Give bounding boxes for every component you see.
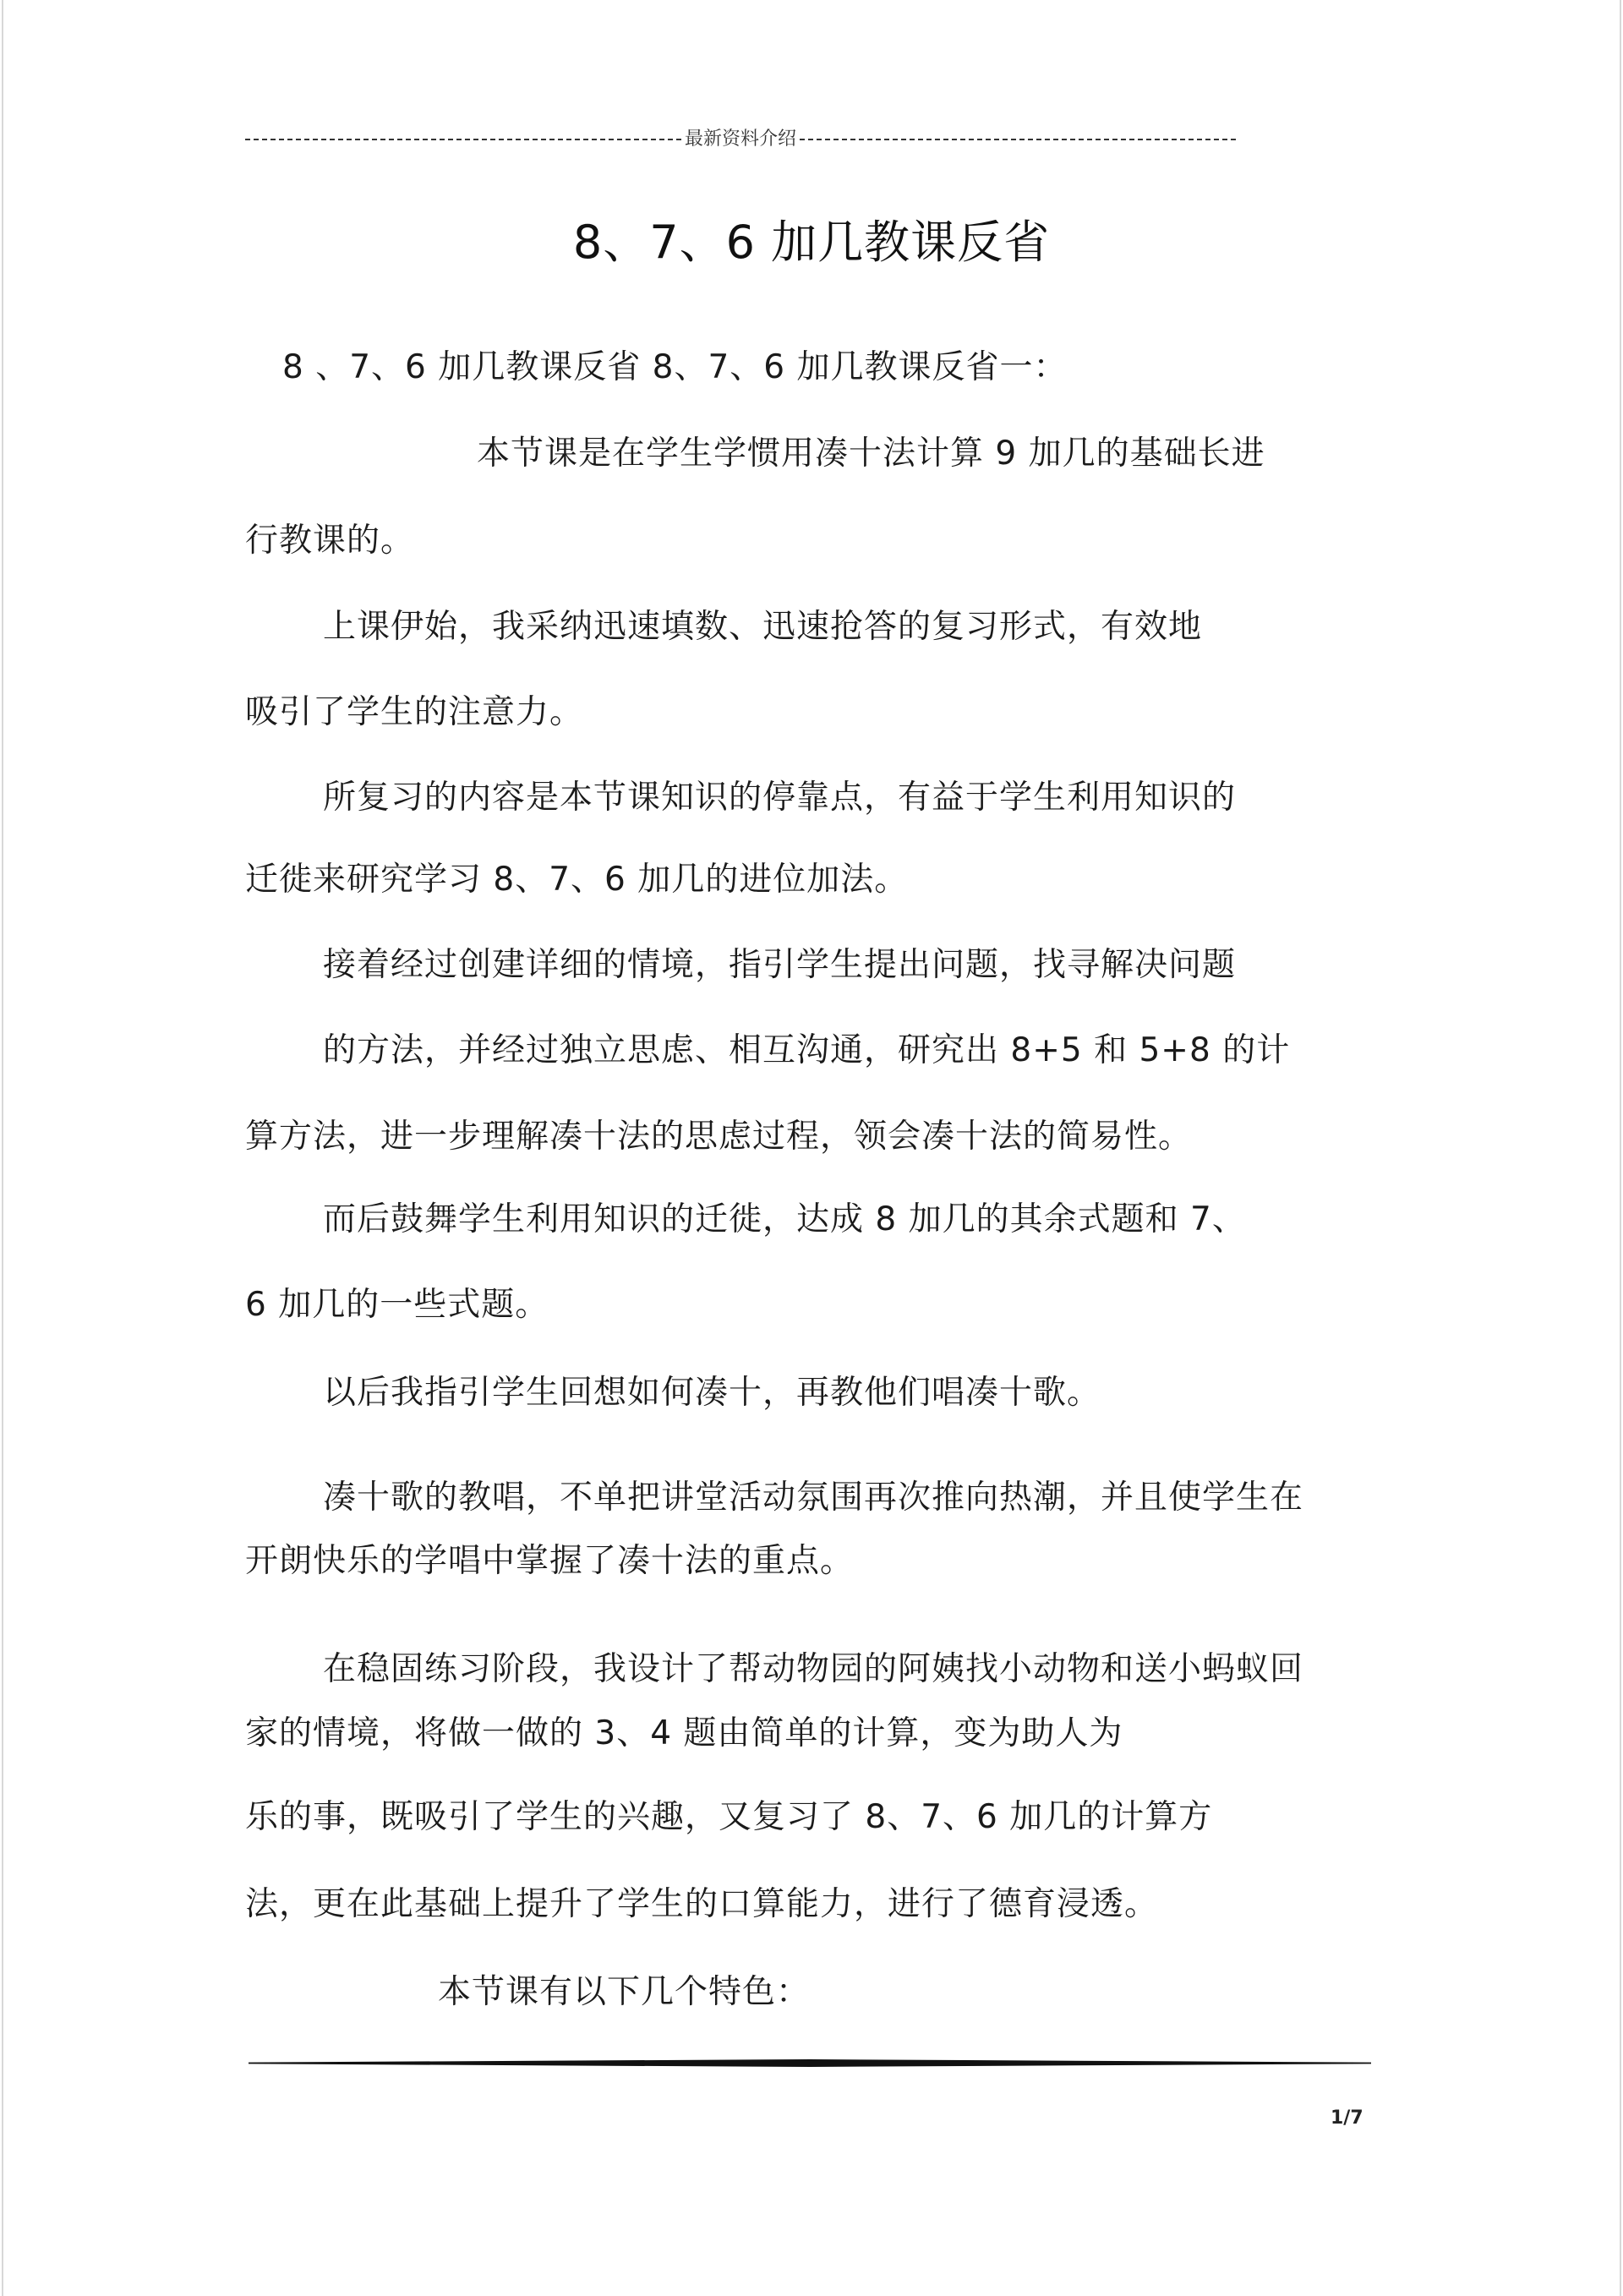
body-line: 的方法，并经过独立思虑、相互沟通，研究出 8+5 和 5+8 的计 xyxy=(323,1031,1291,1069)
body-line: 在稳固练习阶段，我设计了帮动物园的阿姨找小动物和送小蚂蚁回 xyxy=(323,1650,1304,1688)
body-line: 行教课的。 xyxy=(245,522,415,560)
body-line: 以后我指引学生回想如何凑十，再教他们唱凑十歌。 xyxy=(323,1374,1101,1412)
page-number: 1/7 xyxy=(1331,2107,1363,2129)
body-line: 法，更在此基础上提升了学生的口算能力，进行了德育浸透。 xyxy=(245,1885,1159,1923)
document-title: 8、7、6 加几教课反省 xyxy=(572,216,1051,269)
body-line: 算方法，进一步理解凑十法的思虑过程，领会凑十法的简易性。 xyxy=(245,1118,1193,1156)
body-line: 乐的事，既吸引了学生的兴趣，又复习了 8、7、6 加几的计算方 xyxy=(245,1798,1213,1836)
body-line: 而后鼓舞学生利用知识的迁徙，达成 8 加几的其余式题和 7、 xyxy=(323,1200,1246,1238)
header-dash-right xyxy=(800,139,1236,140)
body-line: 所复习的内容是本节课知识的停靠点，有益于学生利用知识的 xyxy=(323,779,1237,817)
body-line: 接着经过创建详细的情境，指引学生提出问题，找寻解决问题 xyxy=(323,946,1237,984)
header-label: 最新资料介绍 xyxy=(685,128,797,150)
header-dash-left xyxy=(245,139,681,140)
body-line: 8 、7、6 加几教课反省 8、7、6 加几教课反省一： xyxy=(282,348,1068,386)
header-rule xyxy=(245,128,1236,150)
body-line: 凑十歌的教唱，不单把讲堂活动氛围再次推向热潮，并且使学生在 xyxy=(323,1479,1304,1517)
body-line: 迁徙来研究学习 8、7、6 加几的进位加法。 xyxy=(245,861,909,899)
body-line: 6 加几的一些式题。 xyxy=(245,1286,549,1324)
body-line: 家的情境，将做一做的 3、4 题由简单的计算，变为助人为 xyxy=(245,1714,1123,1752)
body-line: 上课伊始，我采纳迅速填数、迅速抢答的复习形式，有效地 xyxy=(323,608,1203,646)
body-line: 吸引了学生的注意力。 xyxy=(245,693,584,731)
body-line: 开朗快乐的学唱中掌握了凑十法的重点。 xyxy=(245,1542,855,1580)
body-line: 本节课是在学生学惯用凑十法计算 9 加几的基础长进 xyxy=(477,435,1265,473)
body-line: 本节课有以下几个特色： xyxy=(438,1973,811,2011)
